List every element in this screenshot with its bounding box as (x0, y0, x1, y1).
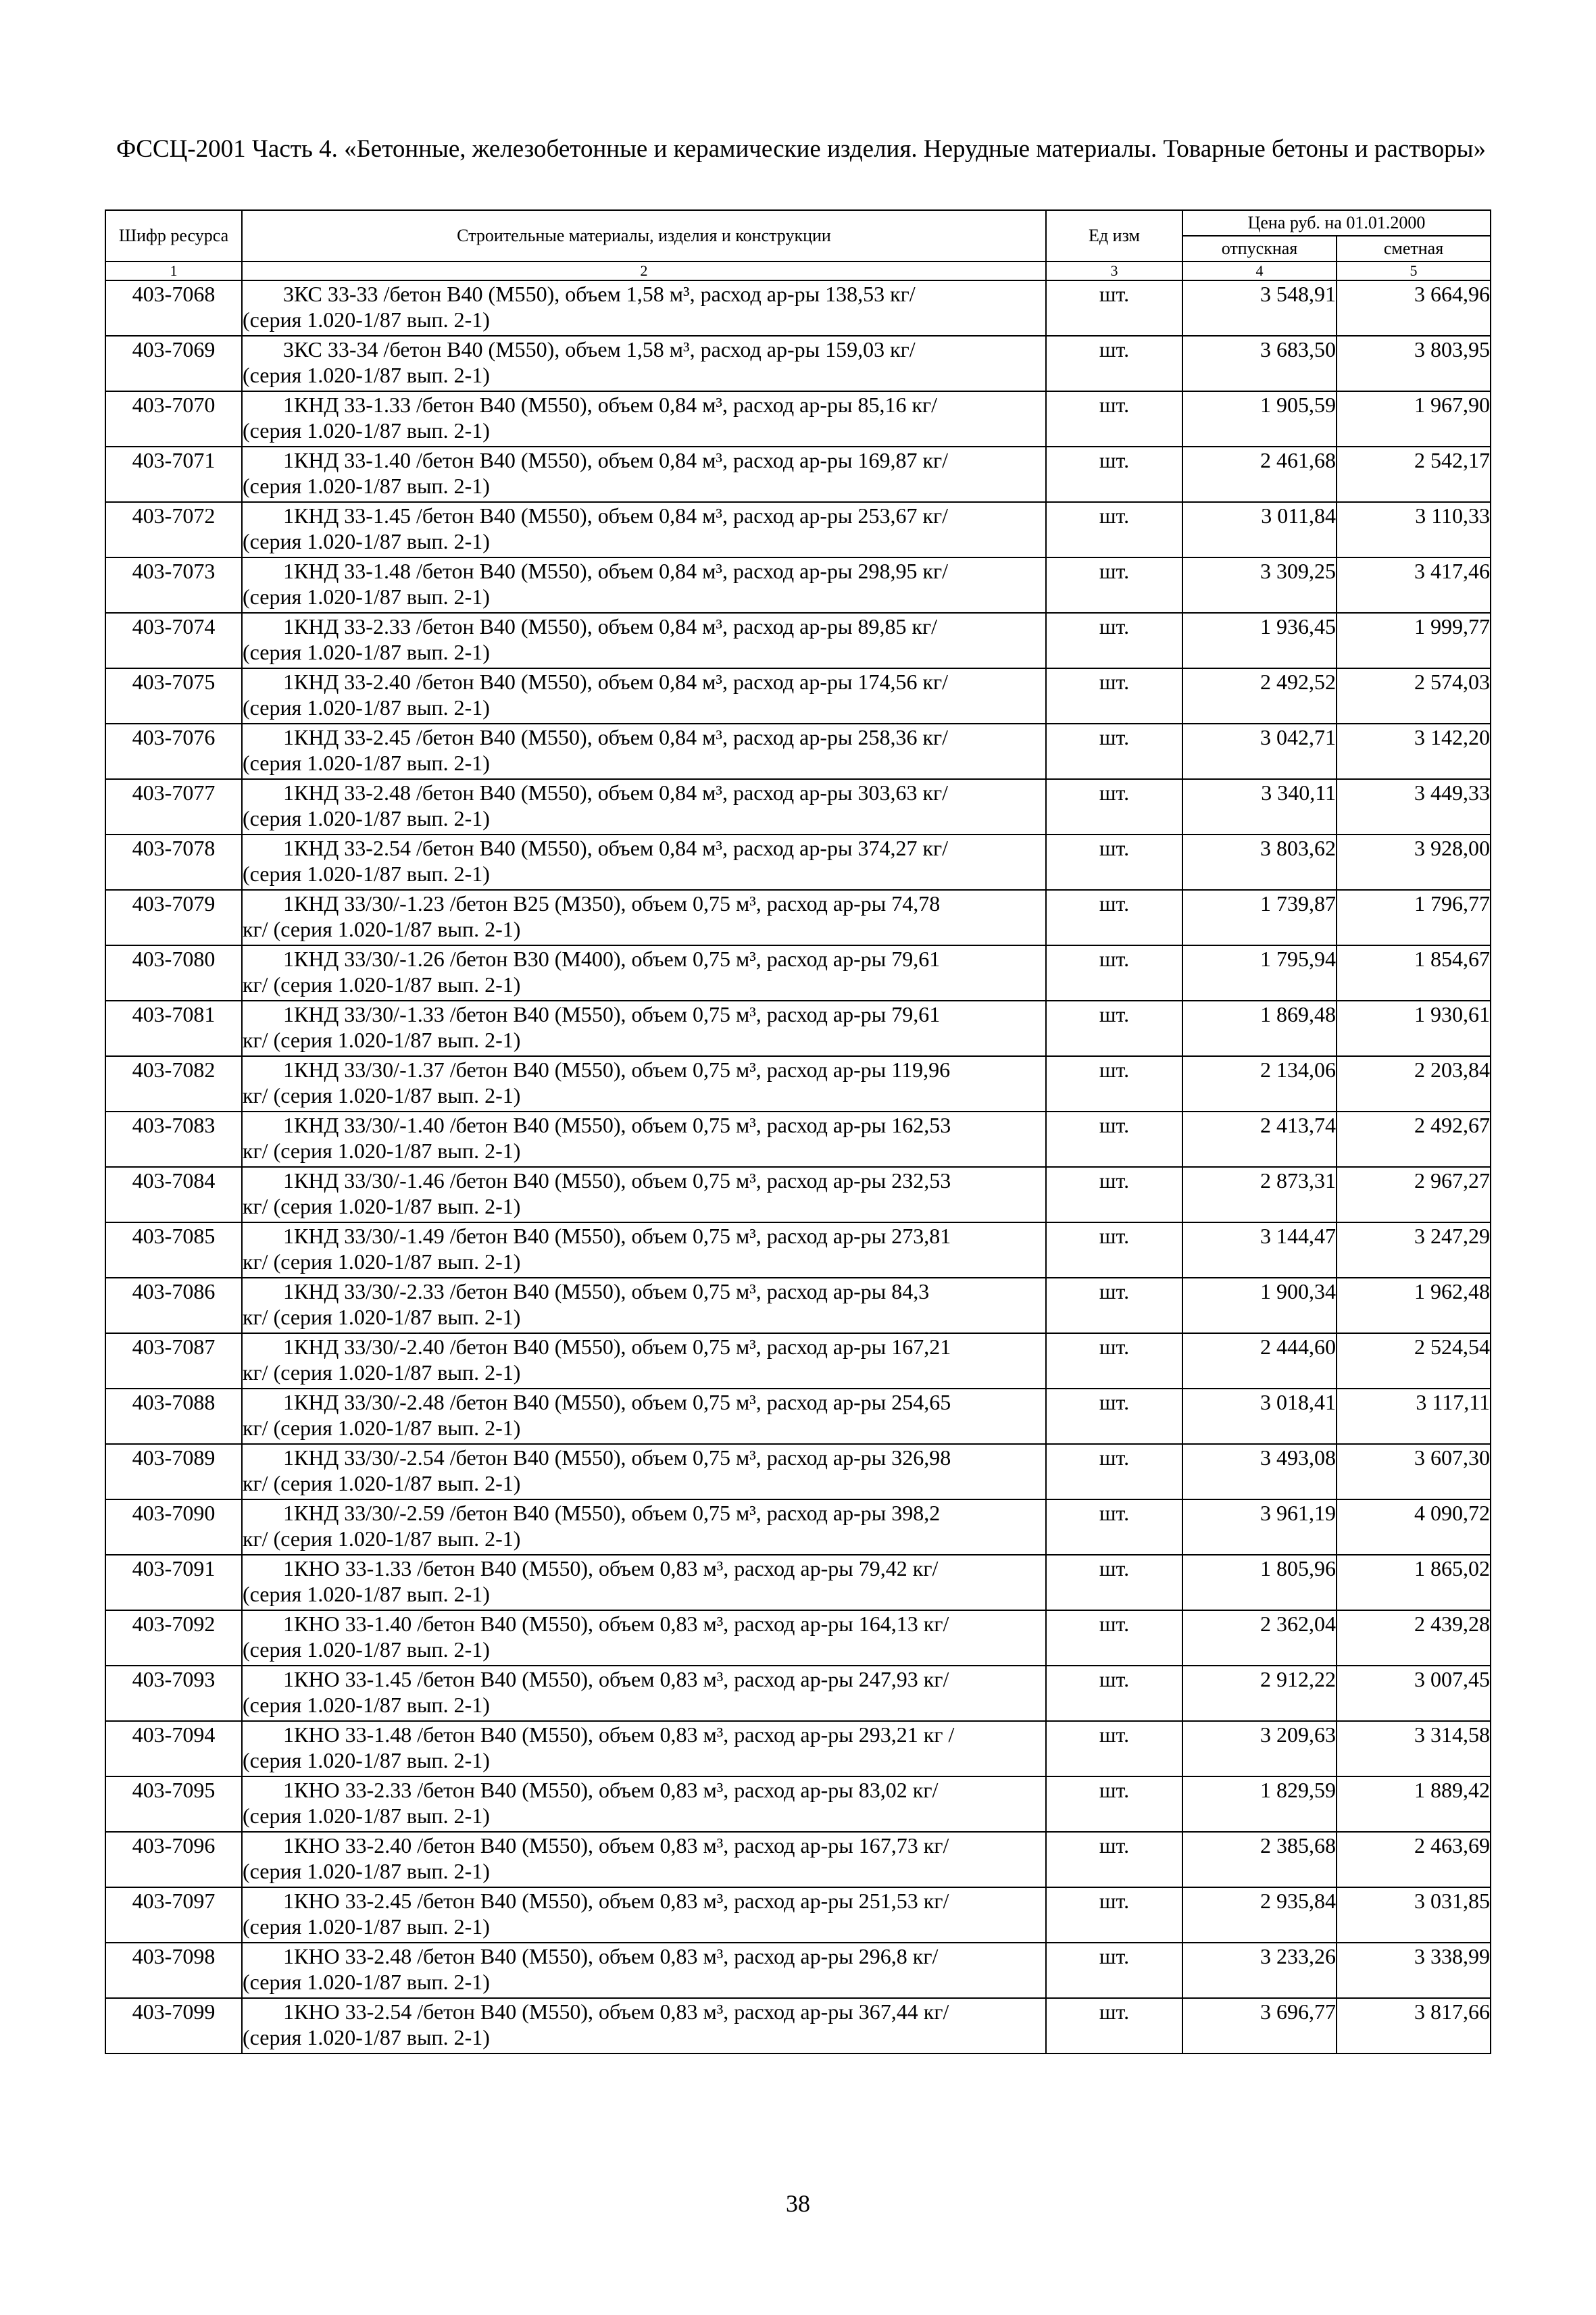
unit-of-measure: шт. (1046, 1832, 1182, 1887)
release-price: 1 829,59 (1182, 1776, 1337, 1832)
description-line-1: 1КНО 33-2.48 /бетон В40 (М550), объем 0,83 м³, расход ар-ры 296,8 кг/ (283, 1944, 939, 1968)
resource-code: 403-7068 (105, 280, 242, 336)
release-price: 2 912,22 (1182, 1666, 1337, 1721)
material-description (242, 1167, 1046, 1222)
estimate-price: 3 607,30 (1337, 1444, 1491, 1499)
release-price: 2 444,60 (1182, 1333, 1337, 1389)
release-price: 3 144,47 (1182, 1222, 1337, 1278)
resource-code: 403-7086 (105, 1278, 242, 1333)
estimate-price: 4 090,72 (1337, 1499, 1491, 1555)
resource-code: 403-7084 (105, 1167, 242, 1222)
material-description (242, 779, 1046, 835)
resource-code: 403-7087 (105, 1333, 242, 1389)
description-line-2: (серия 1.020-1/87 вып. 2-1) (243, 640, 490, 664)
table-row (105, 1112, 1491, 1167)
material-description (242, 1112, 1046, 1167)
resource-code: 403-7097 (105, 1887, 242, 1943)
table-row (105, 724, 1491, 779)
header-description: Строительные материалы, изделия и конструкции (242, 210, 1046, 262)
material-description (242, 336, 1046, 391)
material-description (242, 835, 1046, 890)
description-line-1: 1КНО 33-1.48 /бетон В40 (М550), объем 0,83 м³, расход ар-ры 293,21 кг / (283, 1722, 955, 1747)
description-line-1: 1КНД 33/30/-2.33 /бетон В40 (М550), объем 0,75 м³, расход ар-ры 84,3 (283, 1279, 930, 1303)
material-description (242, 1444, 1046, 1499)
header-estimate-price: сметная (1337, 236, 1491, 262)
estimate-price: 2 542,17 (1337, 447, 1491, 502)
material-description (242, 890, 1046, 945)
unit-of-measure: шт. (1046, 724, 1182, 779)
description-line-2: (серия 1.020-1/87 вып. 2-1) (243, 2025, 490, 2049)
description-line-2: (серия 1.020-1/87 вып. 2-1) (243, 1693, 490, 1717)
unit-of-measure: шт. (1046, 1721, 1182, 1776)
table-row (105, 613, 1491, 668)
description-line-1: 1КНД 33-2.33 /бетон В40 (М550), объем 0,84 м³, расход ар-ры 89,85 кг/ (283, 614, 938, 639)
description-line-2: кг/ (серия 1.020-1/87 вып. 2-1) (243, 1083, 521, 1107)
unit-of-measure: шт. (1046, 502, 1182, 557)
resource-code: 403-7070 (105, 391, 242, 447)
estimate-price: 3 007,45 (1337, 1666, 1491, 1721)
resource-code: 403-7089 (105, 1444, 242, 1499)
price-table (105, 209, 1491, 2054)
release-price: 3 548,91 (1182, 280, 1337, 336)
release-price: 3 209,63 (1182, 1721, 1337, 1776)
resource-code: 403-7069 (105, 336, 242, 391)
material-description (242, 1555, 1046, 1610)
release-price: 2 492,52 (1182, 668, 1337, 724)
material-description (242, 1001, 1046, 1056)
table-row (105, 890, 1491, 945)
unit-of-measure: шт. (1046, 945, 1182, 1001)
description-line-2: (серия 1.020-1/87 вып. 2-1) (243, 1970, 490, 1994)
unit-of-measure: шт. (1046, 1444, 1182, 1499)
description-line-2: кг/ (серия 1.020-1/87 вып. 2-1) (243, 917, 521, 941)
resource-code: 403-7090 (105, 1499, 242, 1555)
description-line-2: (серия 1.020-1/87 вып. 2-1) (243, 363, 490, 387)
table-body (105, 280, 1491, 2053)
resource-code: 403-7099 (105, 1998, 242, 2053)
unit-of-measure: шт. (1046, 668, 1182, 724)
table-row (105, 391, 1491, 447)
material-description (242, 668, 1046, 724)
material-description (242, 724, 1046, 779)
estimate-price: 3 338,99 (1337, 1943, 1491, 1998)
unit-of-measure: шт. (1046, 1167, 1182, 1222)
release-price: 3 018,41 (1182, 1389, 1337, 1444)
table-row (105, 668, 1491, 724)
table-row (105, 835, 1491, 890)
estimate-price: 3 314,58 (1337, 1721, 1491, 1776)
material-description (242, 1056, 1046, 1112)
table-row (105, 1555, 1491, 1610)
estimate-price: 3 247,29 (1337, 1222, 1491, 1278)
estimate-price: 3 817,66 (1337, 1998, 1491, 2053)
estimate-price: 1 930,61 (1337, 1001, 1491, 1056)
description-line-1: 1КНД 33/30/-1.46 /бетон В40 (М550), объем 0,75 м³, расход ар-ры 232,53 (283, 1168, 951, 1193)
estimate-price: 2 203,84 (1337, 1056, 1491, 1112)
material-description (242, 1278, 1046, 1333)
release-price: 1 869,48 (1182, 1001, 1337, 1056)
unit-of-measure: шт. (1046, 1776, 1182, 1832)
table-row (105, 1721, 1491, 1776)
material-description (242, 391, 1046, 447)
material-description (242, 945, 1046, 1001)
estimate-price: 3 117,11 (1337, 1389, 1491, 1444)
resource-code: 403-7095 (105, 1776, 242, 1832)
description-line-2: кг/ (серия 1.020-1/87 вып. 2-1) (243, 1360, 521, 1385)
description-line-2: (серия 1.020-1/87 вып. 2-1) (243, 307, 490, 332)
estimate-price: 1 865,02 (1337, 1555, 1491, 1610)
table-row (105, 502, 1491, 557)
release-price: 3 696,77 (1182, 1998, 1337, 2053)
resource-code: 403-7071 (105, 447, 242, 502)
material-description (242, 613, 1046, 668)
estimate-price: 3 142,20 (1337, 724, 1491, 779)
resource-code: 403-7077 (105, 779, 242, 835)
page-number: 38 (786, 2190, 810, 2217)
release-price: 2 134,06 (1182, 1056, 1337, 1112)
table-row (105, 1943, 1491, 1998)
estimate-price: 2 463,69 (1337, 1832, 1491, 1887)
description-line-1: 1КНД 33-1.40 /бетон В40 (М550), объем 0,84 м³, расход ар-ры 169,87 кг/ (283, 448, 949, 472)
description-line-1: 1КНД 33/30/-1.33 /бетон В40 (М550), объем 0,75 м³, расход ар-ры 79,61 (283, 1002, 941, 1026)
unit-of-measure: шт. (1046, 1222, 1182, 1278)
release-price: 3 683,50 (1182, 336, 1337, 391)
resource-code: 403-7082 (105, 1056, 242, 1112)
column-number: 2 (242, 262, 1046, 280)
estimate-price: 3 664,96 (1337, 280, 1491, 336)
header-price-group: Цена руб. на 01.01.2000 (1182, 210, 1491, 236)
estimate-price: 2 574,03 (1337, 668, 1491, 724)
description-line-1: 1КНО 33-2.45 /бетон В40 (М550), объем 0,83 м³, расход ар-ры 251,53 кг/ (283, 1889, 949, 1913)
description-line-1: 1КНО 33-1.40 /бетон В40 (М550), объем 0,83 м³, расход ар-ры 164,13 кг/ (283, 1612, 949, 1636)
description-line-2: (серия 1.020-1/87 вып. 2-1) (243, 806, 490, 830)
material-description (242, 280, 1046, 336)
column-number: 5 (1337, 262, 1491, 280)
description-line-1: 1КНД 33-2.54 /бетон В40 (М550), объем 0,84 м³, расход ар-ры 374,27 кг/ (283, 836, 949, 860)
material-description (242, 502, 1046, 557)
document-title: ФССЦ-2001 Часть 4. «Бетонные, железобетонные и керамические изделия. Нерудные материалы. Товарные бетоны и растворы» (116, 135, 1486, 163)
unit-of-measure: шт. (1046, 1998, 1182, 2053)
table-row (105, 1389, 1491, 1444)
description-line-2: (серия 1.020-1/87 вып. 2-1) (243, 1748, 490, 1772)
unit-of-measure: шт. (1046, 1001, 1182, 1056)
release-price: 3 340,11 (1182, 779, 1337, 835)
resource-code: 403-7083 (105, 1112, 242, 1167)
resource-code: 403-7074 (105, 613, 242, 668)
table-row (105, 1167, 1491, 1222)
description-line-2: (серия 1.020-1/87 вып. 2-1) (243, 418, 490, 443)
resource-code: 403-7072 (105, 502, 242, 557)
unit-of-measure: шт. (1046, 779, 1182, 835)
description-line-1: 1КНД 33/30/-1.40 /бетон В40 (М550), объем 0,75 м³, расход ар-ры 162,53 (283, 1113, 951, 1137)
unit-of-measure: шт. (1046, 613, 1182, 668)
resource-code: 403-7098 (105, 1943, 242, 1998)
resource-code: 403-7096 (105, 1832, 242, 1887)
column-number: 4 (1182, 262, 1337, 280)
table-row (105, 1887, 1491, 1943)
description-line-1: 3КС 33-33 /бетон В40 (М550), объем 1,58 м³, расход ар-ры 138,53 кг/ (283, 282, 916, 306)
estimate-price: 1 889,42 (1337, 1776, 1491, 1832)
table-row (105, 1222, 1491, 1278)
unit-of-measure: шт. (1046, 336, 1182, 391)
table-row (105, 1056, 1491, 1112)
release-price: 1 936,45 (1182, 613, 1337, 668)
unit-of-measure: шт. (1046, 835, 1182, 890)
release-price: 3 803,62 (1182, 835, 1337, 890)
description-line-2: (серия 1.020-1/87 вып. 2-1) (243, 1914, 490, 1939)
estimate-price: 3 928,00 (1337, 835, 1491, 890)
description-line-1: 1КНД 33-2.45 /бетон В40 (М550), объем 0,84 м³, расход ар-ры 258,36 кг/ (283, 725, 949, 749)
table-row (105, 1278, 1491, 1333)
estimate-price: 2 967,27 (1337, 1167, 1491, 1222)
estimate-price: 2 492,67 (1337, 1112, 1491, 1167)
table-row (105, 1333, 1491, 1389)
release-price: 2 362,04 (1182, 1610, 1337, 1666)
description-line-2: (серия 1.020-1/87 вып. 2-1) (243, 862, 490, 886)
release-price: 3 961,19 (1182, 1499, 1337, 1555)
table-row (105, 1610, 1491, 1666)
unit-of-measure: шт. (1046, 1056, 1182, 1112)
description-line-2: кг/ (серия 1.020-1/87 вып. 2-1) (243, 972, 521, 997)
estimate-price: 2 439,28 (1337, 1610, 1491, 1666)
resource-code: 403-7076 (105, 724, 242, 779)
description-line-2: (серия 1.020-1/87 вып. 2-1) (243, 1803, 490, 1828)
resource-code: 403-7075 (105, 668, 242, 724)
description-line-2: кг/ (серия 1.020-1/87 вып. 2-1) (243, 1249, 521, 1274)
unit-of-measure: шт. (1046, 1278, 1182, 1333)
description-line-1: 1КНД 33/30/-2.59 /бетон В40 (М550), объем 0,75 м³, расход ар-ры 398,2 (283, 1501, 941, 1525)
release-price: 1 905,59 (1182, 391, 1337, 447)
unit-of-measure: шт. (1046, 1610, 1182, 1666)
unit-of-measure: шт. (1046, 1887, 1182, 1943)
description-line-2: кг/ (серия 1.020-1/87 вып. 2-1) (243, 1471, 521, 1495)
unit-of-measure: шт. (1046, 890, 1182, 945)
estimate-price: 1 962,48 (1337, 1278, 1491, 1333)
resource-code: 403-7085 (105, 1222, 242, 1278)
release-price: 2 461,68 (1182, 447, 1337, 502)
column-number: 3 (1046, 262, 1182, 280)
description-line-1: 1КНД 33-2.48 /бетон В40 (М550), объем 0,84 м³, расход ар-ры 303,63 кг/ (283, 780, 949, 805)
estimate-price: 3 110,33 (1337, 502, 1491, 557)
release-price: 2 873,31 (1182, 1167, 1337, 1222)
release-price: 2 385,68 (1182, 1832, 1337, 1887)
description-line-1: 3КС 33-34 /бетон В40 (М550), объем 1,58 м³, расход ар-ры 159,03 кг/ (283, 337, 916, 362)
description-line-1: 1КНО 33-1.33 /бетон В40 (М550), объем 0,83 м³, расход ар-ры 79,42 кг/ (283, 1556, 939, 1580)
estimate-price: 3 031,85 (1337, 1887, 1491, 1943)
header-unit: Ед изм (1046, 210, 1182, 262)
description-line-2: (серия 1.020-1/87 вып. 2-1) (243, 1582, 490, 1606)
unit-of-measure: шт. (1046, 391, 1182, 447)
table-row (105, 1444, 1491, 1499)
material-description (242, 1998, 1046, 2053)
table-row (105, 336, 1491, 391)
estimate-price: 1 999,77 (1337, 613, 1491, 668)
release-price: 3 042,71 (1182, 724, 1337, 779)
estimate-price: 3 803,95 (1337, 336, 1491, 391)
table-row (105, 447, 1491, 502)
description-line-1: 1КНО 33-2.54 /бетон В40 (М550), объем 0,83 м³, расход ар-ры 367,44 кг/ (283, 1999, 949, 2024)
resource-code: 403-7078 (105, 835, 242, 890)
resource-code: 403-7079 (105, 890, 242, 945)
description-line-2: (серия 1.020-1/87 вып. 2-1) (243, 751, 490, 775)
description-line-1: 1КНД 33-2.40 /бетон В40 (М550), объем 0,84 м³, расход ар-ры 174,56 кг/ (283, 670, 949, 694)
resource-code: 403-7080 (105, 945, 242, 1001)
description-line-1: 1КНД 33-1.33 /бетон В40 (М550), объем 0,84 м³, расход ар-ры 85,16 кг/ (283, 393, 938, 417)
unit-of-measure: шт. (1046, 1499, 1182, 1555)
resource-code: 403-7088 (105, 1389, 242, 1444)
column-number: 1 (105, 262, 242, 280)
unit-of-measure: шт. (1046, 447, 1182, 502)
table-row (105, 280, 1491, 336)
table-row (105, 1832, 1491, 1887)
material-description (242, 1776, 1046, 1832)
material-description (242, 1887, 1046, 1943)
table-row (105, 779, 1491, 835)
release-price: 2 935,84 (1182, 1887, 1337, 1943)
material-description (242, 1832, 1046, 1887)
estimate-price: 1 967,90 (1337, 391, 1491, 447)
resource-code: 403-7094 (105, 1721, 242, 1776)
release-price: 1 900,34 (1182, 1278, 1337, 1333)
unit-of-measure: шт. (1046, 1555, 1182, 1610)
resource-code: 403-7092 (105, 1610, 242, 1666)
material-description (242, 1610, 1046, 1666)
release-price: 3 233,26 (1182, 1943, 1337, 1998)
estimate-price: 3 449,33 (1337, 779, 1491, 835)
header-code: Шифр ресурса (105, 210, 242, 262)
description-line-2: кг/ (серия 1.020-1/87 вып. 2-1) (243, 1194, 521, 1218)
release-price: 3 011,84 (1182, 502, 1337, 557)
material-description (242, 1499, 1046, 1555)
description-line-1: 1КНО 33-2.40 /бетон В40 (М550), объем 0,83 м³, расход ар-ры 167,73 кг/ (283, 1833, 949, 1858)
material-description (242, 1389, 1046, 1444)
table-row (105, 1001, 1491, 1056)
resource-code: 403-7093 (105, 1666, 242, 1721)
header-release-price: отпускная (1182, 236, 1337, 262)
material-description (242, 1943, 1046, 1998)
table-row (105, 1666, 1491, 1721)
estimate-price: 2 524,54 (1337, 1333, 1491, 1389)
unit-of-measure: шт. (1046, 1943, 1182, 1998)
description-line-1: 1КНД 33/30/-1.23 /бетон В25 (М350), объем 0,75 м³, расход ар-ры 74,78 (283, 891, 941, 916)
unit-of-measure: шт. (1046, 1389, 1182, 1444)
material-description (242, 1333, 1046, 1389)
unit-of-measure: шт. (1046, 1666, 1182, 1721)
resource-code: 403-7091 (105, 1555, 242, 1610)
description-line-1: 1КНД 33/30/-1.49 /бетон В40 (М550), объем 0,75 м³, расход ар-ры 273,81 (283, 1224, 951, 1248)
description-line-2: кг/ (серия 1.020-1/87 вып. 2-1) (243, 1028, 521, 1052)
description-line-1: 1КНО 33-1.45 /бетон В40 (М550), объем 0,83 м³, расход ар-ры 247,93 кг/ (283, 1667, 949, 1691)
unit-of-measure: шт. (1046, 280, 1182, 336)
estimate-price: 3 417,46 (1337, 557, 1491, 613)
release-price: 1 805,96 (1182, 1555, 1337, 1610)
release-price: 1 739,87 (1182, 890, 1337, 945)
description-line-1: 1КНД 33/30/-2.54 /бетон В40 (М550), объем 0,75 м³, расход ар-ры 326,98 (283, 1445, 951, 1470)
table-row (105, 1998, 1491, 2053)
description-line-2: (серия 1.020-1/87 вып. 2-1) (243, 695, 490, 720)
description-line-2: кг/ (серия 1.020-1/87 вып. 2-1) (243, 1305, 521, 1329)
material-description (242, 447, 1046, 502)
description-line-2: кг/ (серия 1.020-1/87 вып. 2-1) (243, 1416, 521, 1440)
description-line-1: 1КНД 33-1.45 /бетон В40 (М550), объем 0,84 м³, расход ар-ры 253,67 кг/ (283, 503, 949, 528)
release-price: 1 795,94 (1182, 945, 1337, 1001)
unit-of-measure: шт. (1046, 1333, 1182, 1389)
release-price: 2 413,74 (1182, 1112, 1337, 1167)
description-line-1: 1КНД 33/30/-2.48 /бетон В40 (М550), объем 0,75 м³, расход ар-ры 254,65 (283, 1390, 951, 1414)
description-line-2: (серия 1.020-1/87 вып. 2-1) (243, 1859, 490, 1883)
description-line-2: кг/ (серия 1.020-1/87 вып. 2-1) (243, 1526, 521, 1551)
estimate-price: 1 796,77 (1337, 890, 1491, 945)
description-line-2: (серия 1.020-1/87 вып. 2-1) (243, 584, 490, 609)
description-line-2: (серия 1.020-1/87 вып. 2-1) (243, 1637, 490, 1662)
release-price: 3 309,25 (1182, 557, 1337, 613)
description-line-1: 1КНД 33/30/-2.40 /бетон В40 (М550), объем 0,75 м³, расход ар-ры 167,21 (283, 1335, 951, 1359)
material-description (242, 1721, 1046, 1776)
table-row (105, 945, 1491, 1001)
release-price: 3 493,08 (1182, 1444, 1337, 1499)
description-line-2: кг/ (серия 1.020-1/87 вып. 2-1) (243, 1139, 521, 1163)
description-line-2: (серия 1.020-1/87 вып. 2-1) (243, 529, 490, 553)
estimate-price: 1 854,67 (1337, 945, 1491, 1001)
description-line-1: 1КНД 33/30/-1.26 /бетон В30 (М400), объем 0,75 м³, расход ар-ры 79,61 (283, 947, 941, 971)
table-row (105, 1499, 1491, 1555)
table-row (105, 557, 1491, 613)
unit-of-measure: шт. (1046, 1112, 1182, 1167)
material-description (242, 1666, 1046, 1721)
resource-code: 403-7081 (105, 1001, 242, 1056)
description-line-2: (серия 1.020-1/87 вып. 2-1) (243, 474, 490, 498)
unit-of-measure: шт. (1046, 557, 1182, 613)
material-description (242, 557, 1046, 613)
resource-code: 403-7073 (105, 557, 242, 613)
material-description (242, 1222, 1046, 1278)
description-line-1: 1КНД 33/30/-1.37 /бетон В40 (М550), объем 0,75 м³, расход ар-ры 119,96 (283, 1057, 951, 1082)
table-row (105, 1776, 1491, 1832)
description-line-1: 1КНО 33-2.33 /бетон В40 (М550), объем 0,83 м³, расход ар-ры 83,02 кг/ (283, 1778, 939, 1802)
description-line-1: 1КНД 33-1.48 /бетон В40 (М550), объем 0,84 м³, расход ар-ры 298,95 кг/ (283, 559, 949, 583)
